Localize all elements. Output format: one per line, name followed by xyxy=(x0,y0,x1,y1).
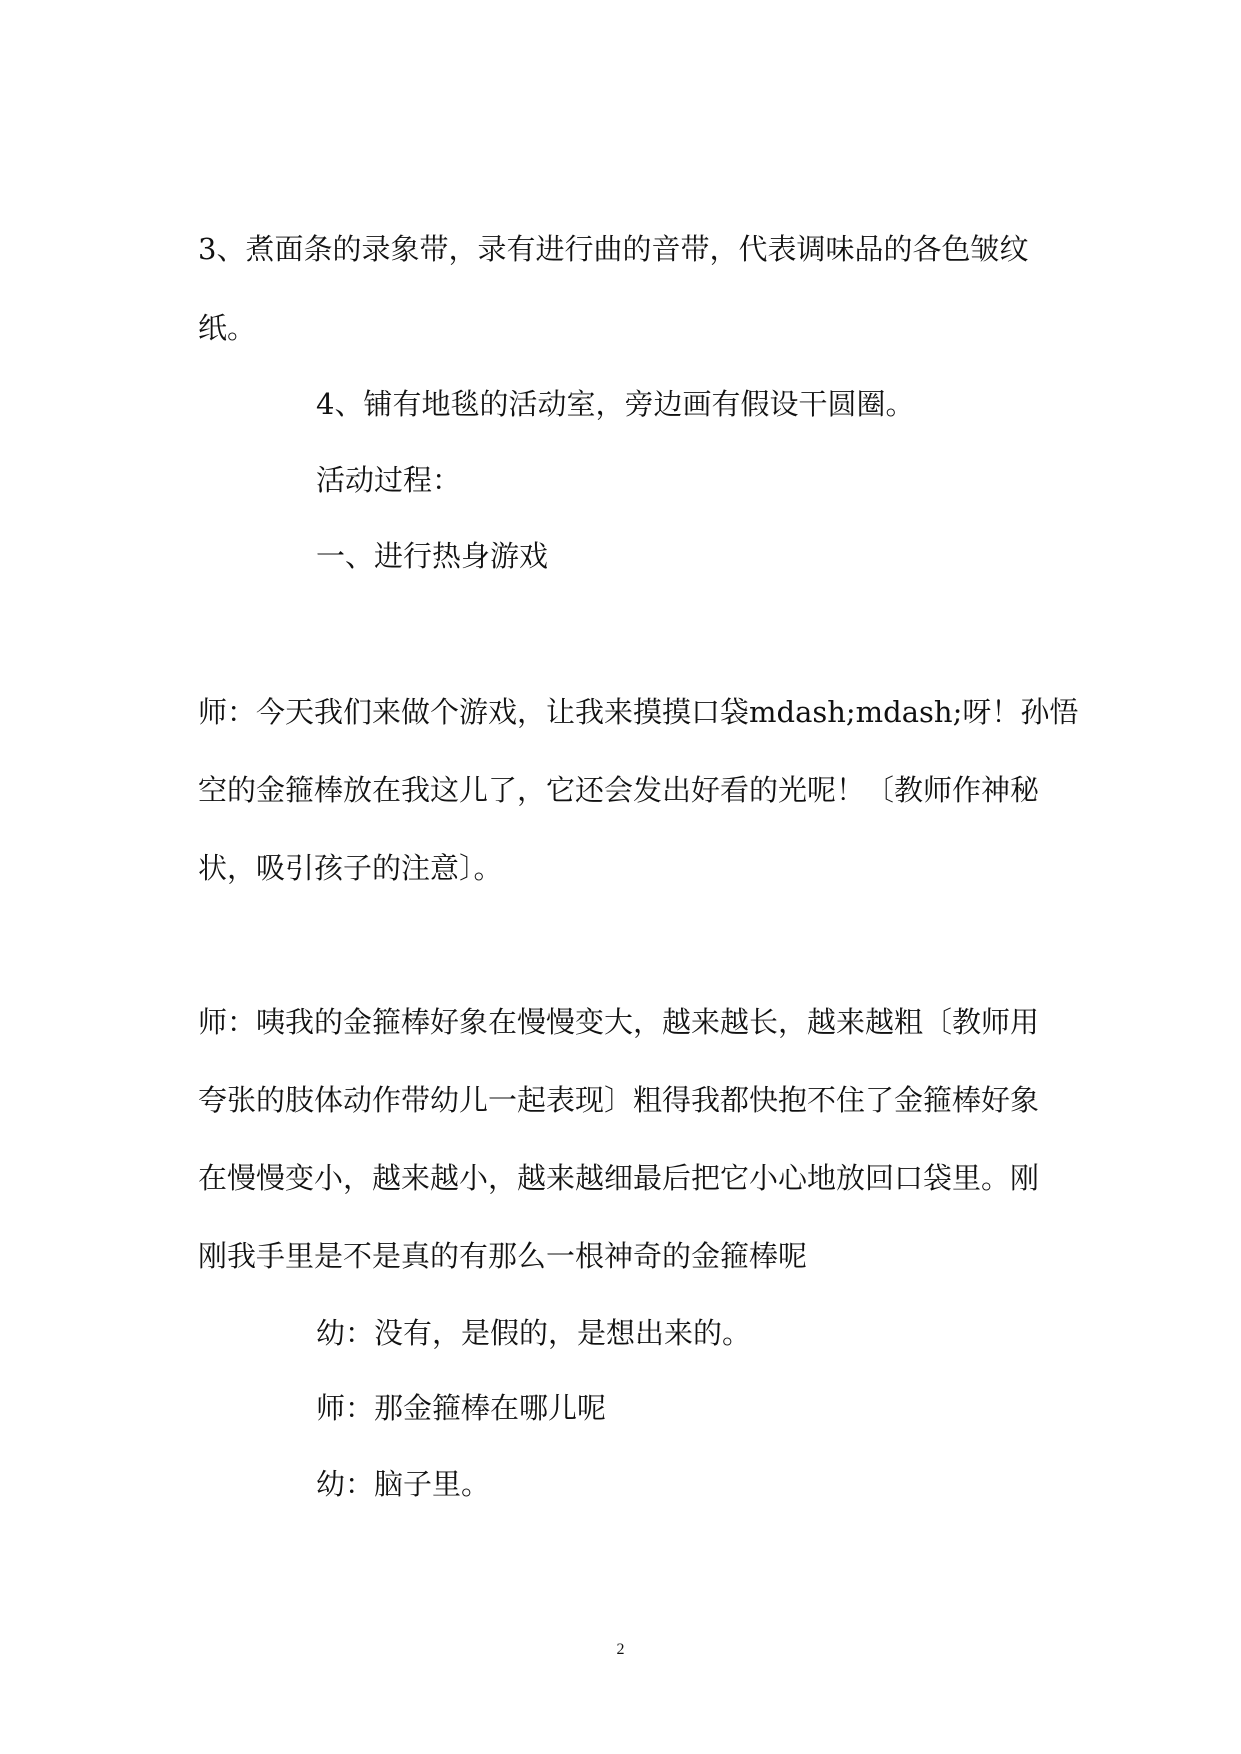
materials-item-4: 4、铺有地毯的活动室，旁边画有假设干圆圈。 xyxy=(316,387,915,421)
child-reply-2: 幼：脑子里。 xyxy=(316,1467,491,1501)
child-reply-1: 幼：没有，是假的，是想出来的。 xyxy=(316,1316,752,1350)
teacher-dialogue-2-line-2: 夸张的肢体动作带幼儿一起表现〕粗得我都快抱不住了金箍棒好象 xyxy=(198,1083,1040,1117)
teacher-dialogue-2-line-1: 师：咦我的金箍棒好象在慢慢变大，越来越长，越来越粗〔教师用 xyxy=(198,1005,1040,1039)
warmup-game-heading: 一、进行热身游戏 xyxy=(316,539,549,573)
teacher-dialogue-2-line-4: 刚我手里是不是真的有那么一根神奇的金箍棒呢 xyxy=(198,1239,808,1273)
teacher-dialogue-1-line-2: 空的金箍棒放在我这儿了，它还会发出好看的光呢！〔教师作神秘 xyxy=(198,773,1040,807)
teacher-dialogue-1-line-3: 状，吸引孩子的注意〕。 xyxy=(198,851,503,885)
activity-process-heading: 活动过程： xyxy=(316,463,462,497)
materials-item-3-line-2: 纸。 xyxy=(198,311,257,345)
teacher-dialogue-2-line-3: 在慢慢变小，越来越小，越来越细最后把它小心地放回口袋里。刚 xyxy=(198,1161,1040,1195)
materials-item-3-line-1: 3、煮面条的录象带，录有进行曲的音带，代表调味品的各色皱纹 xyxy=(198,232,1029,266)
teacher-dialogue-1-line-1: 师：今天我们来做个游戏，让我来摸摸口袋mdash;mdash;呀！孙悟 xyxy=(198,695,1079,729)
teacher-question: 师：那金箍棒在哪儿呢 xyxy=(316,1391,607,1425)
page-number: 2 xyxy=(616,1641,625,1658)
